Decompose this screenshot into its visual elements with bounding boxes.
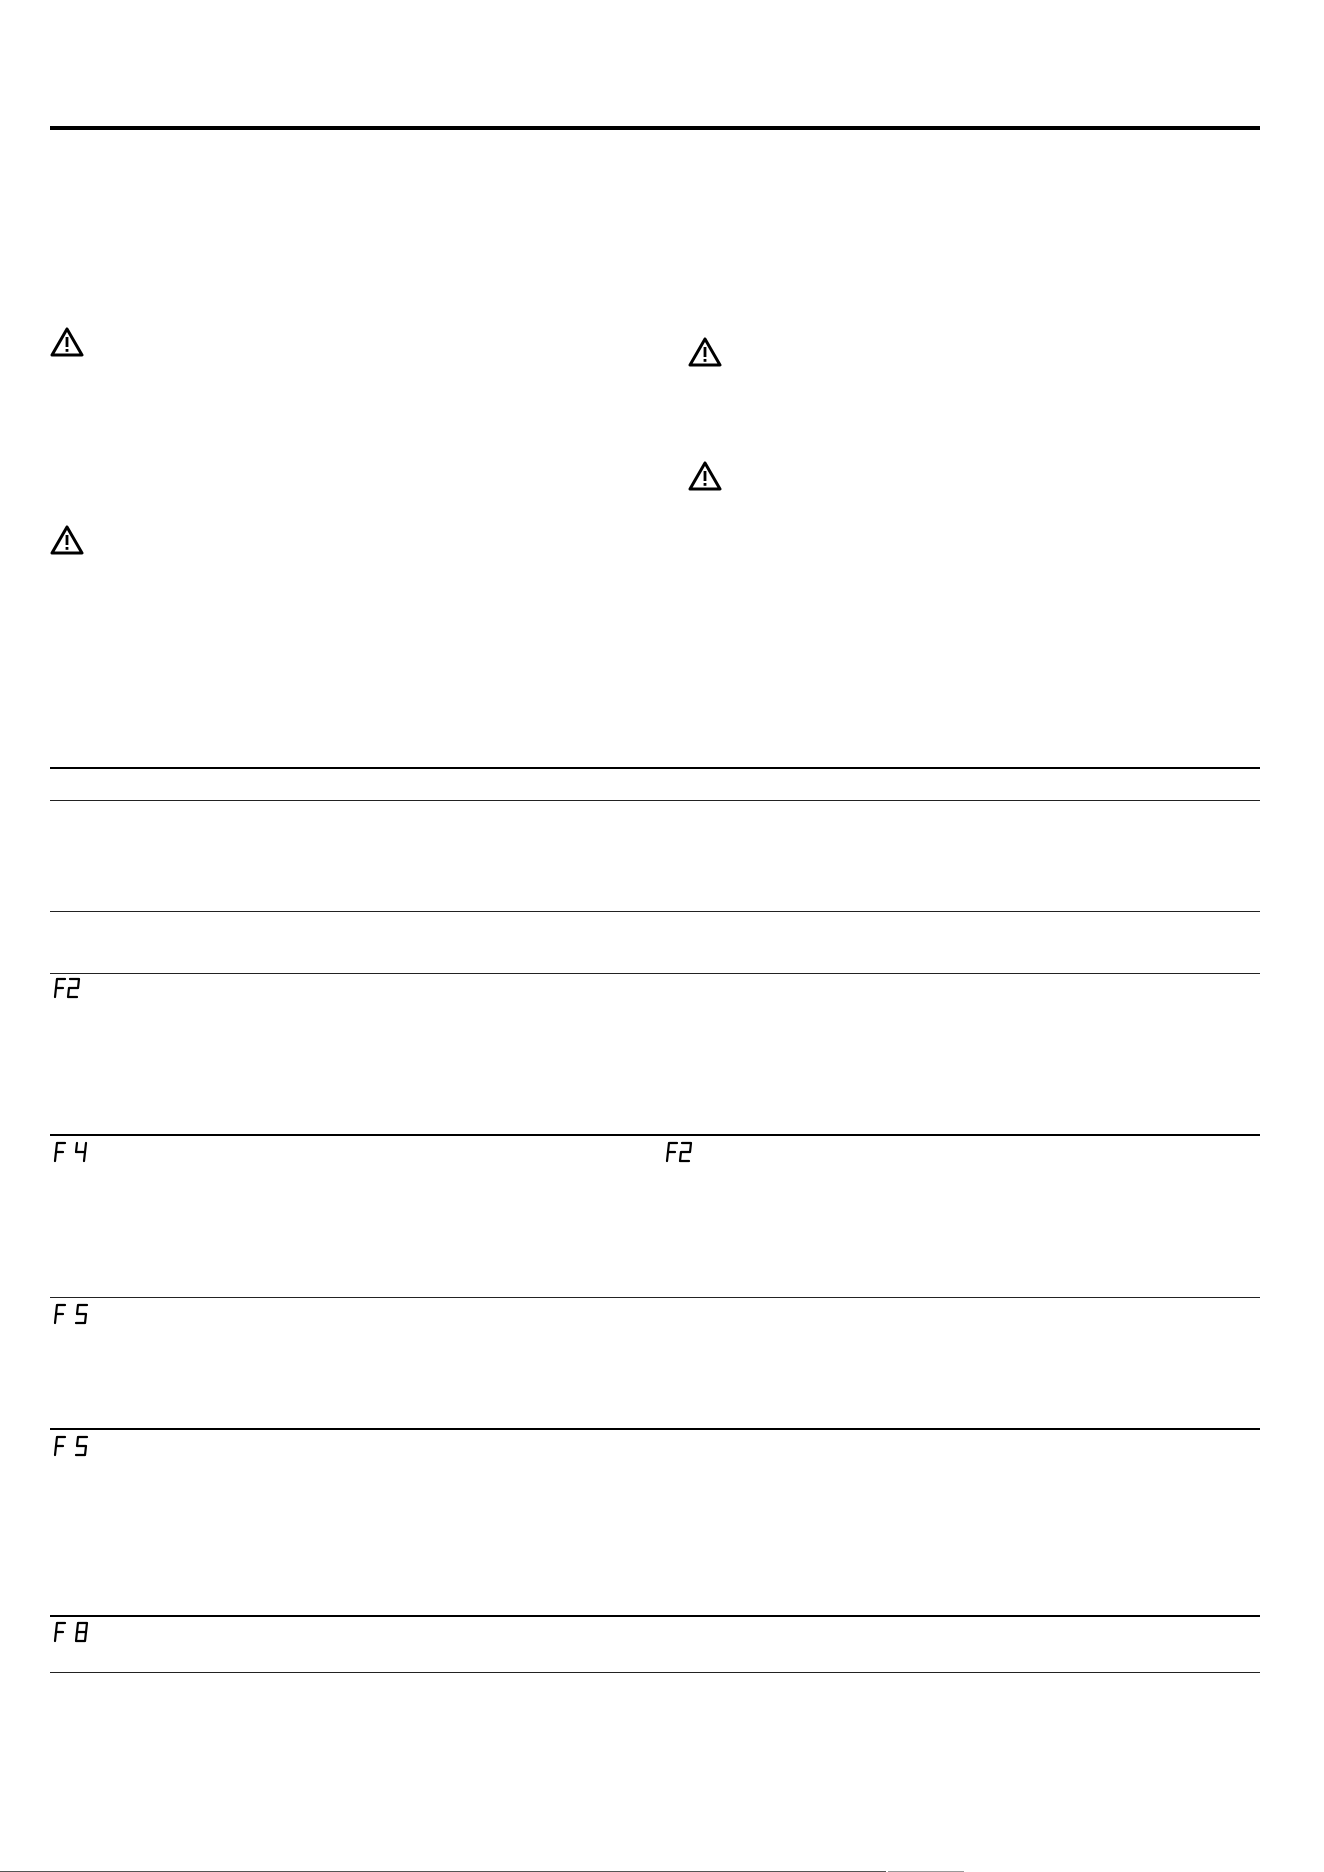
warning-triangle-icon <box>688 460 722 492</box>
fault-code <box>52 1434 90 1458</box>
table-top-rule <box>50 767 1260 769</box>
warning-triangle-icon <box>50 326 84 358</box>
fault-code <box>52 976 82 1000</box>
table-row-divider <box>50 1297 1260 1298</box>
fault-code <box>52 1302 90 1326</box>
fault-code <box>664 1140 694 1164</box>
fault-code <box>52 1620 90 1644</box>
table-row-divider <box>50 1134 1260 1136</box>
table-header-rule <box>50 800 1260 801</box>
fault-code <box>52 1140 90 1164</box>
warning-triangle-icon <box>50 524 84 556</box>
table-row-divider <box>50 1615 1260 1617</box>
table-bottom-rule <box>50 1672 1260 1673</box>
top-rule <box>50 126 1260 130</box>
warning-triangle-icon <box>688 336 722 368</box>
table-row-divider <box>50 973 1260 974</box>
table-row-divider <box>50 911 1260 912</box>
table-row-divider <box>50 1428 1260 1430</box>
